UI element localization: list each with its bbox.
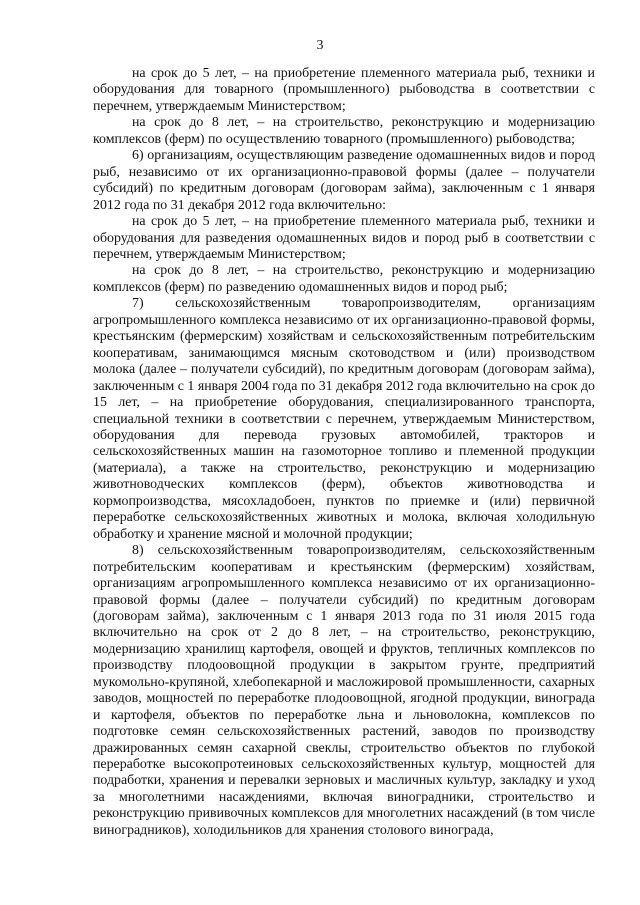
paragraph: 6) организациям, осуществляющим разведение одомашненных видов и пород рыб, независимо от их организационно-правовой формы (далее – получатели субсидий) по кредитным договорам (договорам займа), заключенным с 1 января 2012 года по 31 декабря 2012 года включительно: <box>93 148 595 213</box>
paragraph: 7) сельскохозяйственным товаропроизводителям, организациям агропромышленного комплекса независимо от их организационно-правовой формы, крестьянским (фермерским) хозяйствам и сельскохозяйственным потребительским кооперативам, занимающимся мясным скотоводством и (или) производством молока (далее – получатели субсидий), по кредитным договорам (договорам займа), заключенным с 1 января 2004 года по 31 декабря 2012 года включительно на срок до 15 лет, – на приобретение оборудования, специализированного транспорта, специальной техники в соответствии с перечнем, утверждаемым Министерством, оборудования для перевода грузовых автомобилей, тракторов и сельскохозяйственных машин на газомоторное топливо и племенной продукции (материала), а также на строительство, реконструкцию и модернизацию животноводческих комплексов (ферм), объектов животноводства и кормопроизводства, мясохладобоен, пунктов по приемке и (или) первичной переработке сельскохозяйственных животных и молока, включая холодильную обработку и хранение мясной и молочной продукции; <box>93 296 595 542</box>
page-number: 3 <box>316 38 324 53</box>
paragraph: на срок до 5 лет, – на приобретение племенного материала рыб, техники и оборудования для товарного (промышленного) рыбоводства в соответствии с перечнем, утверждаемым Министерством; <box>93 66 595 114</box>
paragraph: на срок до 8 лет, – на строительство, реконструкцию и модернизацию комплексов (ферм) по осуществлению товарного (промышленного) рыбоводства; <box>93 115 595 147</box>
paragraph: на срок до 8 лет, – на строительство, реконструкцию и модернизацию комплексов (ферм) по разведению одомашненных видов и пород рыб; <box>93 263 595 295</box>
document-body <box>93 66 595 839</box>
paragraph: 8) сельскохозяйственным товаропроизводителям, сельскохозяйственным потребительским кооперативам и крестьянским (фермерским) хозяйствам, организациям агропромышленного комплекса независимо от их организационно-правовой формы (далее – получатели субсидий) по кредитным договорам (договорам займа), заключенным с 1 января 2013 года по 31 июля 2015 года включительно на срок от 2 до 8 лет, – на строительство, реконструкцию, модернизацию хранилищ картофеля, овощей и фруктов, тепличных комплексов по производству плодоовощной продукции в закрытом грунте, предприятий мукомольно-крупяной, хлебопекарной и масложировой промышленности, сахарных заводов, мощностей по переработке плодоовощной, ягодной продукции, винограда и картофеля, объектов по переработке льна и льноволокна, комплексов по подготовке семян сельскохозяйственных растений, заводов по производству дражированных семян сахарной свеклы, строительство объектов по глубокой переработке высокопротеиновых сельскохозяйственных культур, мощностей для подработки, хранения и перевалки зерновых и масличных культур, закладку и уход за многолетними насаждениями, включая виноградники, строительство и реконструкцию прививочных комплексов для многолетних насаждений (в том числе виноградников), холодильников для хранения столового винограда, <box>93 543 595 838</box>
paragraph: на срок до 5 лет, – на приобретение племенного материала рыб, техники и оборудования для разведения одомашненных видов и пород рыб в соответствии с перечнем, утверждаемым Министерством; <box>93 214 595 262</box>
